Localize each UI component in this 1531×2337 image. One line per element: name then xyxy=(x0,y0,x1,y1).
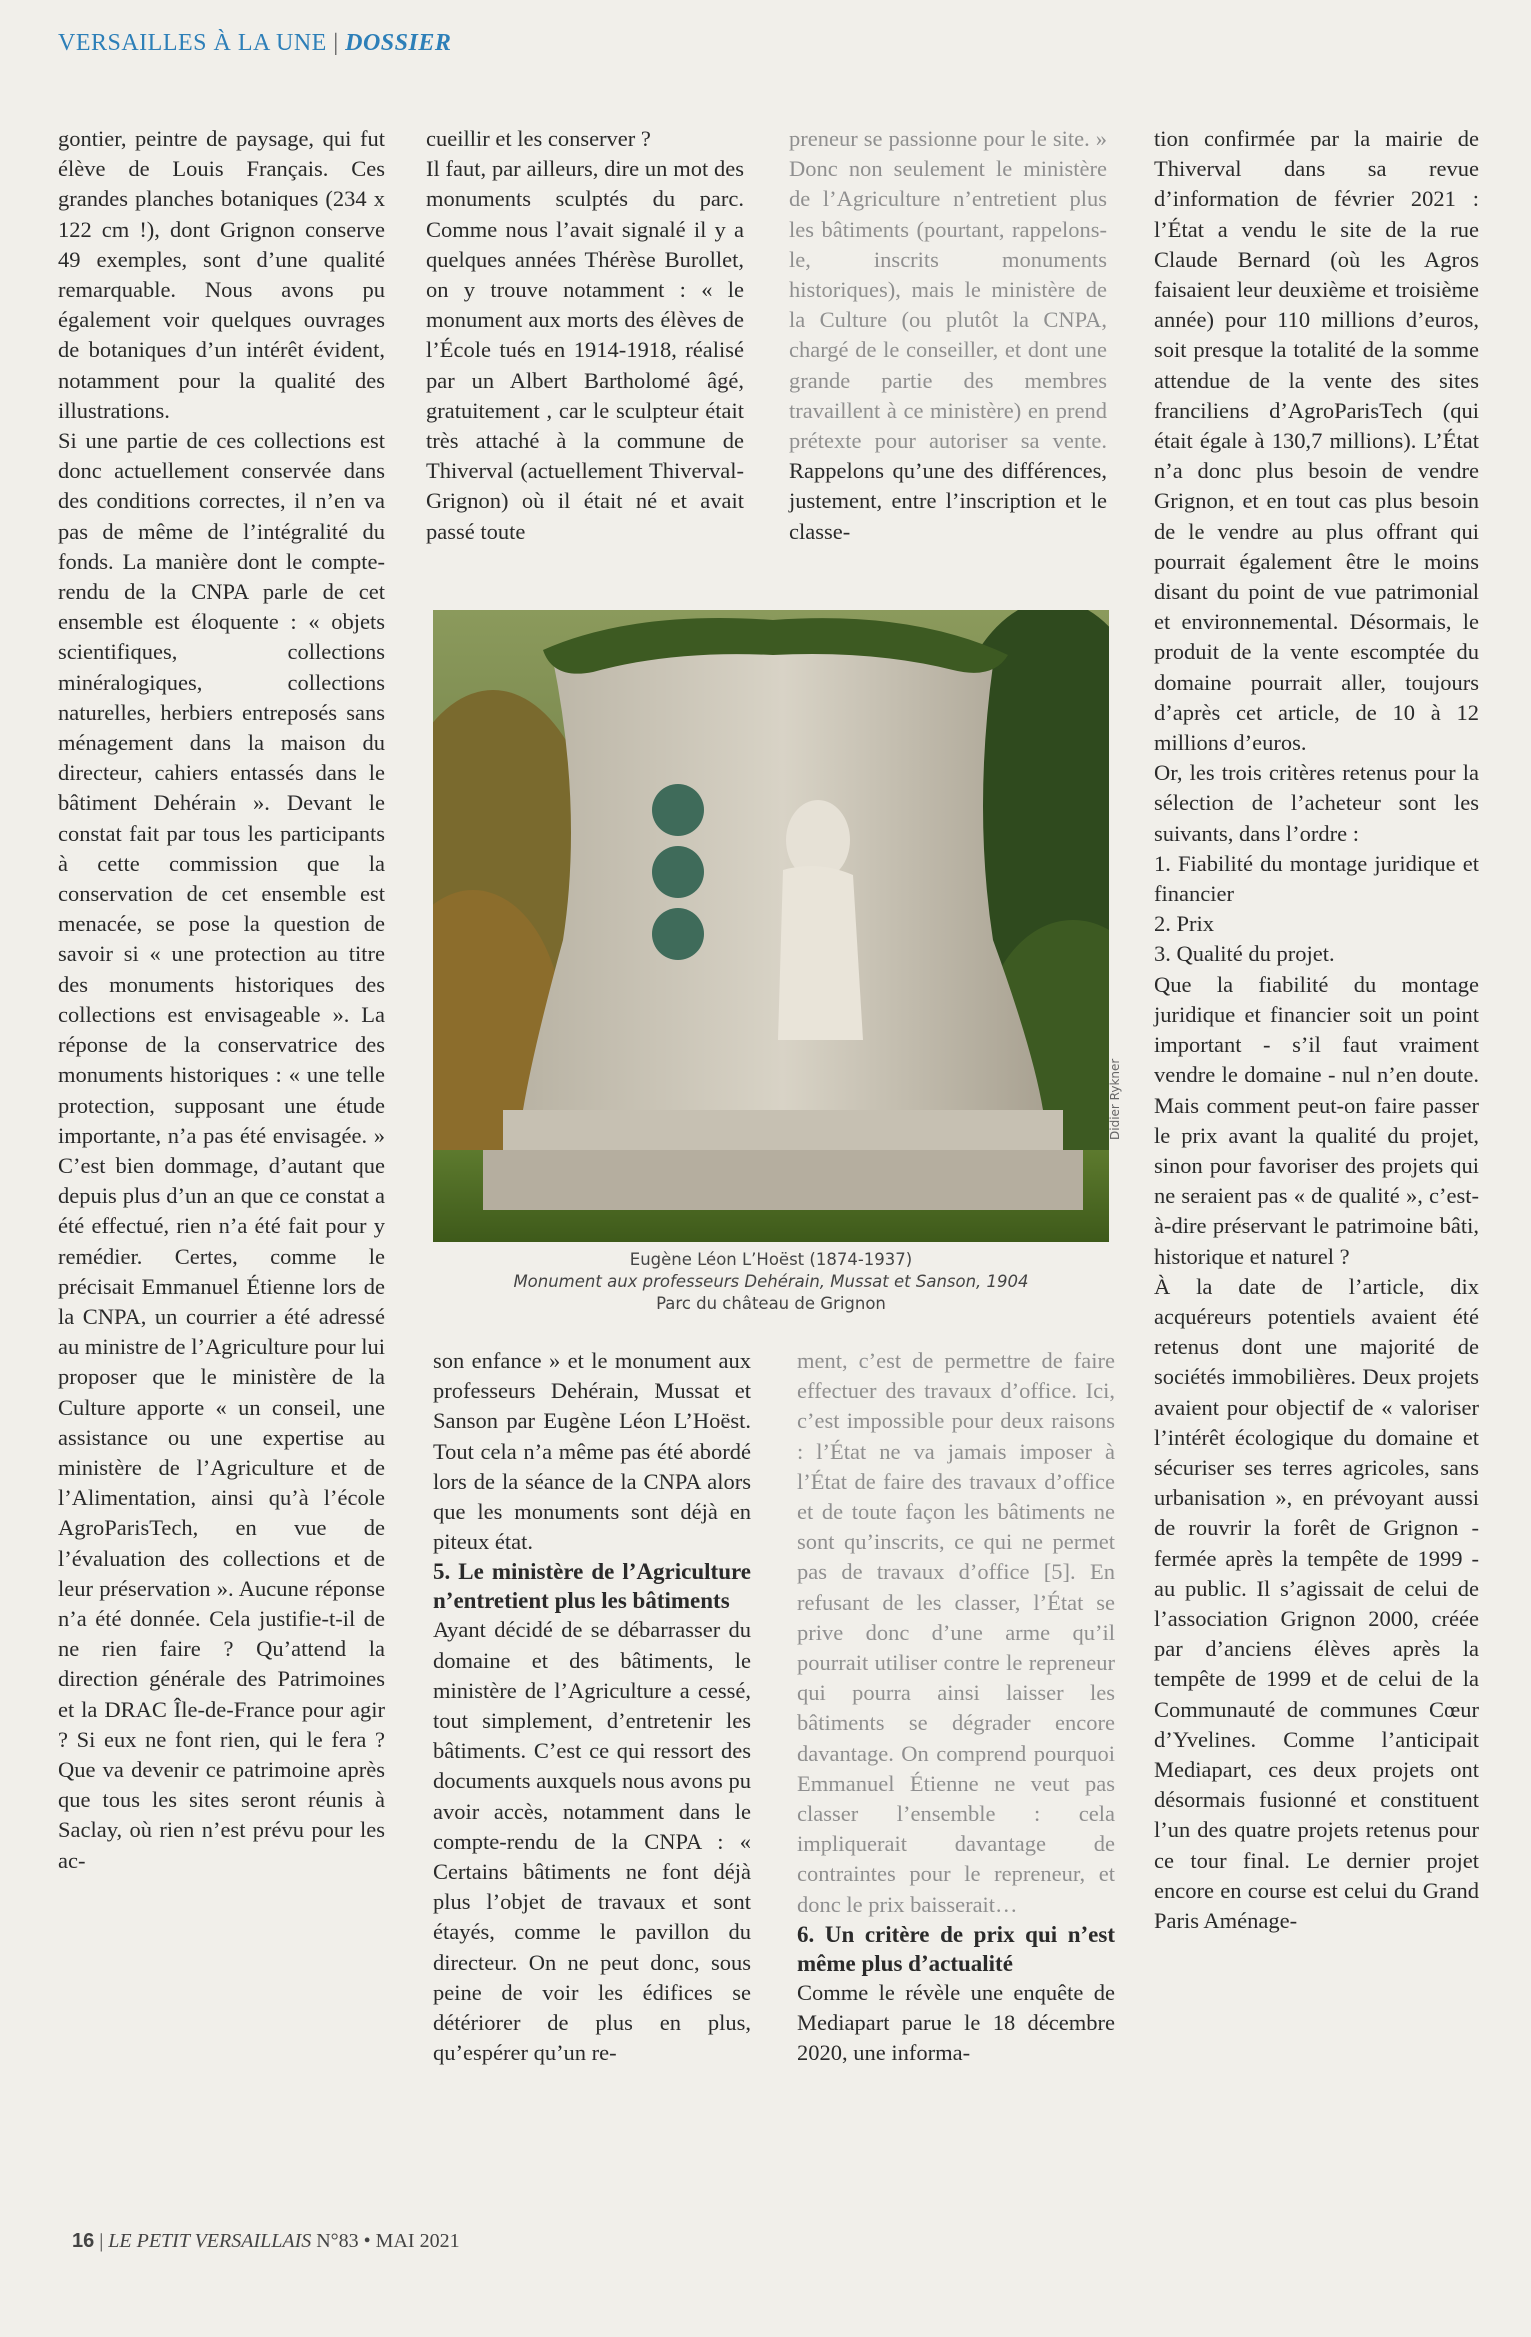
criteria-item-1: 1. Fiabilité du montage juridique et financier xyxy=(1154,850,1479,907)
col3-normal-text: Rappelons qu’une des différences, justement, entre l’inscription et le classe- xyxy=(789,458,1107,544)
section-label: VERSAILLES À LA UNE xyxy=(58,30,327,56)
column-1 xyxy=(58,124,385,1876)
caption-title: Monument aux professeurs Dehérain, Mussat et Sanson, 1904 xyxy=(513,1272,1029,1291)
monument-photo xyxy=(433,610,1109,1242)
col2-paragraph-1: cueillir et les conserver ? xyxy=(426,126,651,151)
footer-separator: | xyxy=(99,2230,104,2252)
col3b-faded-paragraph: ment, c’est de permettre de faire effectuer des travaux d’office. Ici, c’est impossible pour deux raisons : l’État ne va jamais imposer à l’État de faire des travaux d’office et de toute façon les bâtiments ne sont qu’inscrits, ce qui ne permet pas de travaux d’office [5]. En refusant de les classer, l’État se prive donc d’une arme qu’il pourrait utiliser contre le repreneur qui pourra ainsi laisser les bâtiments se dégrader encore davantage. On comprend pourquoi Emmanuel Étienne ne veut pas classer l’ensemble : cela impliquerait davantage de contraintes pour le repreneur, et donc le prix baisserait… xyxy=(797,1348,1115,1917)
col3-faded-text: preneur se passionne pour le site. » Donc non seulement le ministère de l’Agriculture n’entretient plus les bâtiments (pourtant, rappelons-le, inscrits monuments historiques), mais le ministère de la Culture (ou plutôt la CNPA, chargé de le conseiller, et dont une grande partie des membres travaillent à ce ministère) en prend prétexte pour autoriser sa vente. xyxy=(789,126,1107,454)
col2b-paragraph-2: Ayant décidé de se débarrasser du domaine et des bâtiments, le ministère de l’Agriculture a cessé, tout simplement, d’entretenir les bâtiments. C’est ce qui ressort des documents auxquels nous avons pu avoir accès, notamment dans le compte-rendu de la CNPA : « Certains bâtiments ne font déjà plus l’objet de travaux et sont étayés, comme le pavillon du directeur. On ne peut donc, sous peine de voir les édifices se détériorer de plus en plus, qu’espérer qu’un re- xyxy=(433,1617,751,2066)
issue-info: N°83 • MAI 2021 xyxy=(316,2230,460,2252)
monument-illustration xyxy=(433,610,1109,1242)
col4-paragraph-3: Que la fiabilité du montage juridique et financier soit un point important - s’il faut vraiment vendre le domaine - nul n’en doute. Mais comment peut-on faire passer le prix avant la qualité du projet, sinon pour favoriser des projets qui ne seraient pas « de qualité », c’est-à-dire préservant le patrimoine bâti, historique et naturel ? xyxy=(1154,971,1479,1269)
photo-caption xyxy=(433,1249,1109,1315)
column-3-bottom xyxy=(797,1346,1115,2068)
magazine-name: LE PETIT VERSAILLAIS xyxy=(108,2230,312,2252)
page-header xyxy=(58,30,451,57)
page-number: 16 xyxy=(72,2230,95,2252)
column-3-top xyxy=(789,124,1107,547)
column-2-top xyxy=(426,124,744,547)
col2-paragraph-2: Il faut, par ailleurs, dire un mot des monuments sculptés du parc. Comme nous l’avait signalé il y a quelques années Thérèse Burollet, on y trouve notamment : « le monument aux morts des élèves de l’École tués en 1914-1918, réalisé par un Albert Bartholomé âgé, gratuitement , car le sculpteur était très attaché à la commune de Thiverval (actuellement Thiverval-Grignon) où il était né et avait passé toute xyxy=(426,156,744,544)
col3-paragraph-1 xyxy=(789,124,1107,547)
criteria-item-2: 2. Prix xyxy=(1154,911,1215,937)
col4-paragraph-4: À la date de l’article, dix acquéreurs potentiels avaient été retenus dont une majorité de sociétés immobilières. Deux projets avaient pour objectif de « valoriser l’intérêt écologique du domaine et sécuriser ses terres agricoles, sans urbanisation », en prévoyant aussi de rouvrir la forêt de Grignon - fermée après la tempête de 1999 - au public. Il s’agissait de celui de l’association Grignon 2000, créée par d’anciens élèves après la tempête de 1999 et de celui de la Communauté de communes Cœur d’Yvelines. Comme l’anticipait Mediapart, ces deux projets ont désormais fusionné et constituent l’un des quatre projets retenus pour ce tour final. Le dernier projet encore en course est celui du Grand Paris Aménage- xyxy=(1154,1273,1479,1933)
col4-paragraph-1: tion confirmée par la mairie de Thiverval dans sa revue d’information de février 2021 : l’État a vendu le site de la rue Claude Bernard (où les Agros faisaient leur deuxième et troisième année) pour 110 millions d’euros, soit presque la totalité de la somme attendue de la vente des sites franciliens d’AgroParisTech (qui était égale à 130,7 millions). L’État n’a donc plus besoin de vendre Grignon, et en tout cas plus besoin de le vendre au plus offrant qui pourrait également être le moins disant du point de vue patrimonial et environnemental. Désormais, le produit de la vente escomptée du domaine pourrait aller, toujours d’après cet article, de 10 à 12 millions d’euros. xyxy=(1154,126,1479,756)
column-4 xyxy=(1154,124,1479,1936)
criteria-item-3: 3. Qualité du projet. xyxy=(1154,941,1335,967)
column-2-bottom xyxy=(433,1346,751,2068)
col1-paragraph-2: Si une partie de ces collections est donc actuellement conservée dans des conditions correctes, il n’en va pas de même de l’intégralité du fonds. La manière dont le compte-rendu de la CNPA parle de cet ensemble est éloquente : « objets scientifiques, collections minéralogiques, collections naturelles, herbiers entreposés sans ménagement dans la maison du directeur, cahiers entassés dans le bâtiment Dehérain ». Devant le constat fait par tous les participants à cette commission que la conservation de cet ensemble est menacée, se pose la question de savoir si « une protection au titre des monuments historiques des collections est envisageable ». La réponse de la conservatrice des monuments historiques : « une telle protection, supposant une étude importante, n’a pas été envisagée. » C’est bien dommage, d’autant que depuis plus d’un an que ce constat a été effectué, rien n’a été fait pour y remédier. Certes, comme le précisait Emmanuel Étienne lors de la CNPA, un courrier a été adressé au ministre de l’Agriculture pour lui proposer que le ministère de la Culture apporte « un conseil, une assistance ou une expertise au ministère de l’Agriculture et de l’Alimentation, ainsi qu’à l’école AgroParisTech, en vue de l’évaluation des collections et de leur préservation ». Aucune réponse n’a été donnée. Cela justifie-t-il de ne rien faire ? Qu’attend la direction générale des Patrimoines et la DRAC Île-de-France pour agir ? Si eux ne font rien, qui le fera ? Que va devenir ce patrimoine après que tous les sites seront réunis à Saclay, où rien n’est prévu pour les ac- xyxy=(58,428,385,1873)
heading-6: 6. Un critère de prix qui n’est même plus d’actualité xyxy=(797,1921,1115,1976)
col4-paragraph-2: Or, les trois critères retenus pour la sélection de l’acheteur sont les suivants, dans l’ordre : xyxy=(1154,760,1479,846)
header-separator: | xyxy=(333,30,339,56)
photo-credit: Didier Rykner xyxy=(1108,1058,1122,1140)
col2b-paragraph-1: son enfance » et le monument aux professeurs Dehérain, Mussat et Sanson par Eugène Léon L’Hoëst. Tout cela n’a même pas été abordé lors de la séance de la CNPA alors que les monuments sont déjà en piteux état. xyxy=(433,1348,751,1555)
caption-artist: Eugène Léon L’Hoëst (1874-1937) xyxy=(629,1250,913,1269)
caption-location: Parc du château de Grignon xyxy=(656,1294,886,1313)
heading-5: 5. Le ministère de l’Agriculture n’entretient plus les bâtiments xyxy=(433,1559,751,1614)
col1-paragraph-1: gontier, peintre de paysage, qui fut élève de Louis Français. Ces grandes planches botaniques (234 x 122 cm !), dont Grignon conserve 49 exemples, sont d’une qualité remarquable. Nous avons pu également voir quelques ouvrages de botaniques d’un intérêt évident, notamment pour la qualité des illustrations. xyxy=(58,126,385,423)
col3b-paragraph-1: Comme le révèle une enquête de Mediapart parue le 18 décembre 2020, une informa- xyxy=(797,1979,1115,2066)
page-footer xyxy=(72,2230,460,2253)
rubric-label: DOSSIER xyxy=(345,30,452,56)
